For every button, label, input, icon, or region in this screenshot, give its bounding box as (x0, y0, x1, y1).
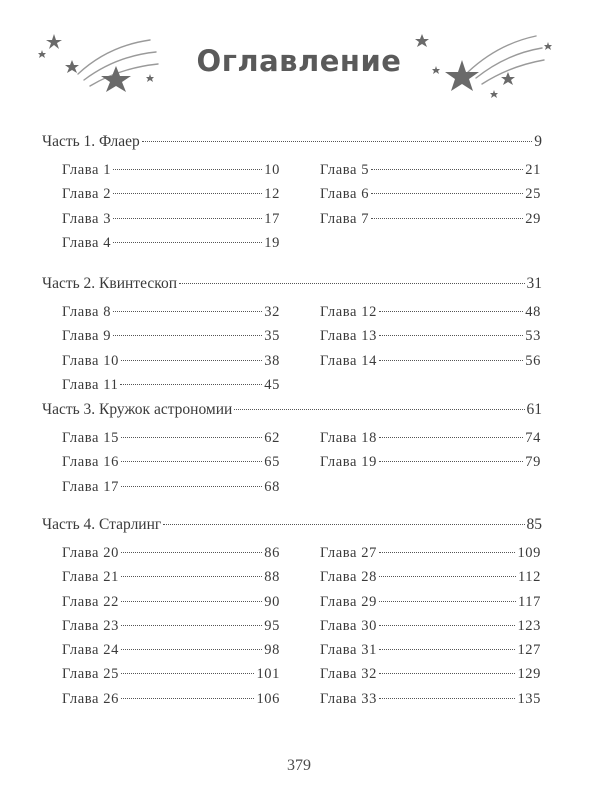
part-section (42, 275, 542, 401)
dot-leader (234, 409, 524, 410)
toc-entry-chapter[interactable] (320, 642, 541, 666)
toc-entry-chapter[interactable] (62, 430, 280, 454)
dot-leader (379, 625, 515, 626)
chapter-columns (62, 430, 542, 503)
dot-leader (120, 384, 262, 385)
toc-entry-chapter[interactable] (320, 328, 541, 352)
page-ref: 19 (264, 234, 280, 251)
dot-leader (121, 649, 262, 650)
page-ref: 10 (264, 162, 280, 178)
toc-entry-chapter[interactable] (320, 353, 541, 377)
page-ref: 86 (264, 545, 280, 561)
dot-leader (379, 461, 523, 462)
page-ref: 112 (517, 569, 541, 586)
chapter-title: Глава 23 (62, 617, 119, 634)
page-ref: 90 (264, 593, 280, 610)
toc-entry-chapter[interactable] (62, 328, 280, 352)
chapter-title: Глава 10 (62, 352, 119, 369)
dot-leader (163, 524, 524, 525)
toc-entry-chapter[interactable] (320, 162, 541, 186)
page-ref: 31 (526, 275, 542, 292)
table-of-contents (42, 133, 542, 707)
toc-entry-chapter[interactable] (62, 691, 280, 715)
chapter-title: Глава 3 (62, 210, 112, 227)
page-title: Оглавление (196, 44, 402, 78)
toc-entry-part-2[interactable] (42, 275, 542, 297)
dot-leader (379, 360, 523, 361)
chapter-title: Глава 6 (320, 186, 370, 203)
page-ref: 79 (525, 454, 541, 471)
dot-leader (113, 335, 262, 336)
chapter-title: Глава 7 (320, 210, 370, 227)
part-section (42, 401, 542, 516)
page-ref: 123 (517, 617, 541, 634)
toc-entry-chapter[interactable] (320, 211, 541, 235)
dot-leader (379, 673, 515, 674)
toc-entry-chapter[interactable] (320, 691, 541, 715)
chapter-title: Глава 28 (320, 569, 377, 586)
page-ref: 48 (525, 304, 541, 320)
dot-leader (371, 169, 523, 170)
chapter-title: Глава 14 (320, 352, 377, 369)
toc-entry-part-3[interactable] (42, 401, 542, 423)
page-ref: 38 (264, 352, 280, 369)
toc-entry-chapter[interactable] (62, 353, 280, 377)
chapter-title: Глава 31 (320, 642, 377, 659)
dot-leader (121, 576, 262, 577)
toc-entry-chapter[interactable] (62, 618, 280, 642)
page-ref: 95 (264, 617, 280, 634)
dot-leader (121, 552, 262, 553)
toc-entry-chapter[interactable] (320, 430, 541, 454)
chapter-title: Глава 26 (62, 690, 119, 707)
toc-entry-chapter[interactable] (62, 479, 280, 503)
toc-entry-chapter[interactable] (62, 186, 280, 210)
dot-leader (113, 193, 262, 194)
dot-leader (113, 218, 262, 219)
page-ref: 127 (517, 642, 541, 659)
chapter-column-left (62, 162, 280, 259)
dot-leader (379, 576, 516, 577)
part-title: Часть 4. Старлинг (42, 516, 162, 533)
toc-entry-chapter[interactable] (320, 666, 541, 690)
page-ref: 85 (526, 516, 542, 533)
chapter-title: Глава 24 (62, 642, 119, 659)
toc-entry-chapter[interactable] (62, 454, 280, 478)
chapter-title: Глава 9 (62, 328, 112, 345)
dot-leader (113, 311, 262, 312)
page-ref: 101 (256, 666, 280, 683)
chapter-title: Глава 17 (62, 478, 119, 495)
dot-leader (379, 601, 516, 602)
page-ref: 45 (264, 376, 280, 393)
chapter-title: Глава 21 (62, 569, 119, 586)
chapter-column-left (62, 430, 280, 503)
chapter-title: Глава 2 (62, 186, 112, 203)
page-ref: 25 (525, 186, 541, 203)
toc-entry-part-1[interactable] (42, 133, 542, 155)
dot-leader (121, 461, 262, 462)
dot-leader (379, 649, 515, 650)
chapter-title: Глава 18 (320, 430, 377, 446)
chapter-title: Глава 5 (320, 162, 370, 178)
chapter-column-left (62, 304, 280, 401)
chapter-columns (62, 545, 542, 715)
page-ref: 135 (517, 690, 541, 707)
part-section (42, 516, 542, 707)
dot-leader (121, 360, 262, 361)
page-ref: 98 (264, 642, 280, 659)
chapter-title: Глава 27 (320, 545, 377, 561)
page-ref: 53 (525, 328, 541, 345)
page-ref: 12 (264, 186, 280, 203)
part-title: Часть 1. Флаер (42, 133, 140, 150)
page-number: 379 (287, 757, 311, 774)
toc-entry-chapter[interactable] (320, 454, 541, 478)
dot-leader (142, 141, 532, 142)
page-ref: 21 (525, 162, 541, 178)
dot-leader (379, 335, 523, 336)
chapter-title: Глава 11 (62, 376, 119, 393)
toc-entry-chapter[interactable] (62, 594, 280, 618)
toc-entry-chapter[interactable] (62, 377, 280, 401)
chapter-title: Глава 13 (320, 328, 377, 345)
dot-leader (379, 311, 523, 312)
chapter-title: Глава 22 (62, 593, 119, 610)
page-ref: 117 (517, 593, 541, 610)
page-ref: 61 (526, 401, 542, 418)
page-ref: 68 (264, 478, 280, 495)
toc-entry-chapter[interactable] (62, 211, 280, 235)
dot-leader (113, 242, 262, 243)
dot-leader (121, 601, 262, 602)
chapter-title: Глава 33 (320, 690, 377, 707)
page-ref: 17 (264, 210, 280, 227)
chapter-title: Глава 8 (62, 304, 112, 320)
chapter-title: Глава 1 (62, 162, 112, 178)
toc-entry-chapter[interactable] (320, 545, 541, 569)
page-ref: 129 (517, 666, 541, 683)
dot-leader (121, 437, 262, 438)
dot-leader (113, 169, 262, 170)
part-section (42, 133, 542, 275)
toc-entry-chapter[interactable] (320, 569, 541, 593)
chapter-title: Глава 15 (62, 430, 119, 446)
page-ref: 62 (264, 430, 280, 446)
dot-leader (179, 283, 524, 284)
page-ref: 29 (525, 210, 541, 227)
dot-leader (121, 625, 262, 626)
page-ref: 9 (534, 133, 542, 150)
chapter-title: Глава 29 (320, 593, 377, 610)
page-ref: 32 (264, 304, 280, 320)
chapter-title: Глава 19 (320, 454, 377, 471)
toc-entry-chapter[interactable] (62, 304, 280, 328)
dot-leader (121, 486, 262, 487)
toc-entry-chapter[interactable] (62, 642, 280, 666)
chapter-columns (62, 162, 542, 259)
chapter-column-right (320, 162, 541, 259)
dot-leader (121, 698, 254, 699)
chapter-columns (62, 304, 542, 401)
toc-entry-chapter[interactable] (320, 304, 541, 328)
part-title: Часть 2. Квинтескоп (42, 275, 178, 292)
toc-entry-chapter[interactable] (62, 666, 280, 690)
page-ref: 88 (264, 569, 280, 586)
page-ref: 106 (256, 690, 280, 707)
toc-entry-chapter[interactable] (62, 162, 280, 186)
chapter-title: Глава 4 (62, 234, 112, 251)
chapter-title: Глава 32 (320, 666, 377, 683)
page-ref: 35 (264, 328, 280, 345)
dot-leader (379, 437, 523, 438)
dot-leader (371, 218, 523, 219)
page-ref: 109 (517, 545, 541, 561)
chapter-column-right (320, 304, 541, 401)
page-ref: 65 (264, 454, 280, 471)
toc-entry-chapter[interactable] (320, 594, 541, 618)
toc-entry-chapter[interactable] (62, 235, 280, 259)
shooting-stars-right-icon (410, 28, 560, 108)
toc-entry-part-4[interactable] (42, 516, 542, 538)
dot-leader (379, 698, 515, 699)
toc-header (0, 28, 598, 108)
dot-leader (371, 193, 523, 194)
page-ref: 56 (525, 352, 541, 369)
chapter-column-left (62, 545, 280, 715)
chapter-column-right (320, 430, 541, 503)
chapter-title: Глава 16 (62, 454, 119, 471)
toc-entry-chapter[interactable] (320, 186, 541, 210)
part-title: Часть 3. Кружок астрономии (42, 401, 233, 418)
toc-entry-chapter[interactable] (62, 545, 280, 569)
toc-entry-chapter[interactable] (320, 618, 541, 642)
chapter-title: Глава 25 (62, 666, 119, 683)
chapter-title: Глава 30 (320, 617, 377, 634)
chapter-column-right (320, 545, 541, 715)
dot-leader (121, 673, 254, 674)
toc-entry-chapter[interactable] (62, 569, 280, 593)
chapter-title: Глава 20 (62, 545, 119, 561)
dot-leader (379, 552, 515, 553)
chapter-title: Глава 12 (320, 304, 377, 320)
page-ref: 74 (525, 430, 541, 446)
